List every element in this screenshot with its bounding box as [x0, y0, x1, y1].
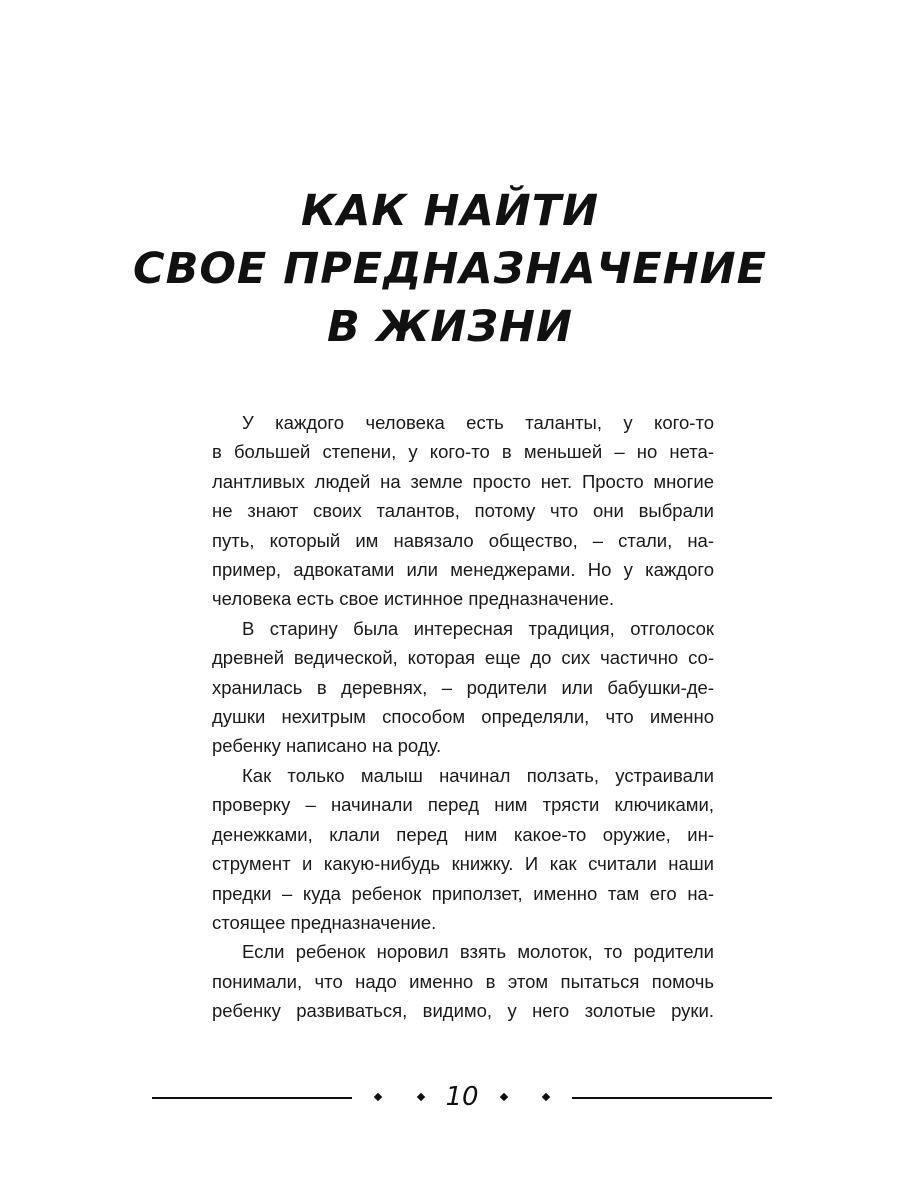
- footer-rule-right: [572, 1097, 772, 1099]
- body-text: [212, 408, 714, 1026]
- text-line: Как только малыш начинал ползать, устраивали: [242, 764, 714, 786]
- text-line: Если ребенок норовил взять молоток, то родители: [242, 941, 714, 963]
- chapter-title-line-3: В ЖИЗНИ: [327, 302, 573, 352]
- text-line: В старину была интересная традиция, отголосок: [242, 617, 714, 639]
- paragraph-4: [212, 937, 714, 1025]
- diamond-bullet-icon: [417, 1093, 425, 1101]
- diamond-bullet-icon: [500, 1093, 508, 1101]
- page-footer: [0, 1078, 900, 1118]
- diamond-bullet-icon: [542, 1093, 550, 1101]
- text-line: древней ведической, которая еще до сих частично со-: [212, 647, 714, 669]
- text-line: денежками, клали перед ним какое-то оружие, ин-: [212, 823, 714, 845]
- chapter-title-line-2: СВОЕ ПРЕДНАЗНАЧЕНИЕ: [133, 244, 767, 294]
- text-line: человека есть свое истинное предназначение.: [212, 588, 615, 610]
- paragraph-1: [212, 408, 714, 614]
- paragraph-3: [212, 761, 714, 937]
- text-line: предки – куда ребенок приползет, именно там его на-: [212, 882, 714, 904]
- text-line: хранилась в деревнях, – родители или бабушки-де-: [212, 676, 714, 698]
- text-line: У каждого человека есть таланты, у кого-то: [242, 412, 714, 433]
- text-line: ребенку написано на роду.: [212, 735, 442, 757]
- text-line: в большей степени, у кого-то в меньшей – но нета-: [212, 441, 714, 463]
- text-line: лантливых людей на земле просто нет. Просто многие: [212, 470, 714, 492]
- footer-rule-left: [152, 1097, 352, 1099]
- page-number: 10: [445, 1082, 479, 1112]
- text-line: проверку – начинали перед ним трясти ключиками,: [212, 794, 714, 816]
- chapter-title: [0, 182, 900, 356]
- text-line: душки нехитрым способом определяли, что именно: [212, 706, 714, 728]
- text-line: струмент и какую-нибудь книжку. И как считали наши: [212, 853, 714, 875]
- text-line: пример, адвокатами или менеджерами. Но у каждого: [212, 559, 714, 581]
- text-line: стоящее предназначение.: [212, 911, 437, 933]
- text-line: не знают своих талантов, потому что они выбрали: [212, 500, 714, 522]
- text-line: понимали, что надо именно в этом пытаться помочь: [212, 970, 714, 992]
- paragraph-2: [212, 614, 714, 761]
- text-line: ребенку развиваться, видимо, у него золотые руки.: [212, 1000, 714, 1022]
- chapter-title-line-1: КАК НАЙТИ: [300, 186, 600, 236]
- text-line: путь, который им навязало общество, – стали, на-: [212, 529, 714, 551]
- diamond-bullet-icon: [374, 1093, 382, 1101]
